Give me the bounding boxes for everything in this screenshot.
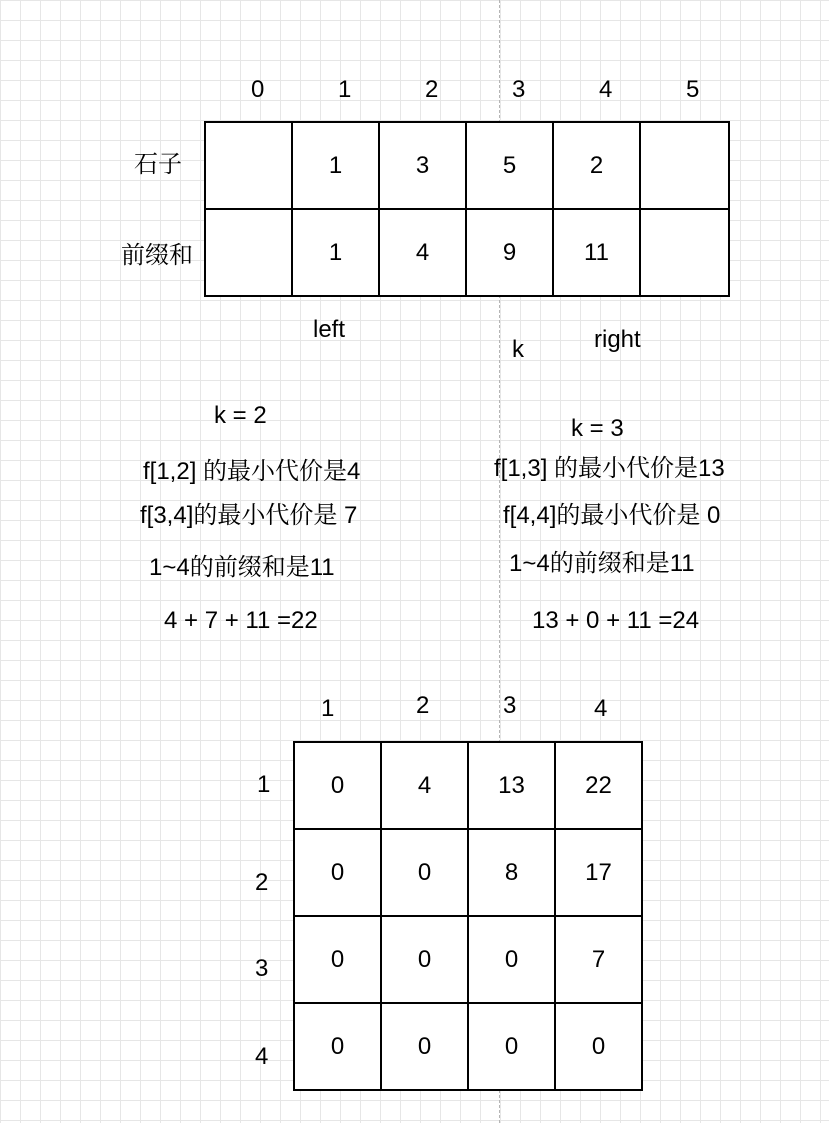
dp-col-header-2: 2 [416,692,430,719]
stone-cell [639,121,730,210]
prefix-cell [639,208,730,297]
left-k-value: k = 2 [214,402,267,429]
dp-col-header-3: 3 [503,692,517,719]
left-calc-line3: 1~4的前缀和是11 [149,554,335,581]
dp-cell: 0 [467,1002,556,1091]
dp-cell: 0 [467,915,556,1004]
prefix-cell: 11 [552,208,641,297]
dp-col-header-4: 4 [594,695,608,722]
right-calc-line1: f[1,3] 的最小代价是13 [494,455,725,482]
stone-cell: 3 [378,121,467,210]
left-calc-sum: 4 + 7 + 11 =22 [164,607,318,634]
dp-cell: 4 [380,741,469,830]
row-label-stones: 石子 [134,151,182,178]
dp-row-header-4: 4 [255,1043,269,1070]
dp-row-header-1: 1 [257,771,271,798]
top-col-header-3: 3 [512,76,526,103]
left-calc-line2: f[3,4]的最小代价是 7 [140,502,358,529]
dp-cell: 17 [554,828,643,917]
dp-cell: 0 [380,828,469,917]
top-col-header-4: 4 [599,76,613,103]
right-k-value: k = 3 [571,415,624,442]
dp-row-header-2: 2 [255,869,269,896]
row-label-prefix-sum: 前缀和 [121,242,193,269]
prefix-cell: 1 [291,208,380,297]
pointer-right: right [594,326,641,353]
stone-cell: 1 [291,121,380,210]
dp-cell: 0 [380,1002,469,1091]
right-calc-line3: 1~4的前缀和是11 [509,550,695,577]
prefix-cell: 9 [465,208,554,297]
dp-cell: 13 [467,741,556,830]
dp-row-header-3: 3 [255,955,269,982]
pointer-k: k [512,336,524,363]
dp-cell: 0 [293,741,382,830]
right-calc-line2: f[4,4]的最小代价是 0 [503,502,721,529]
dp-cell: 8 [467,828,556,917]
top-col-header-2: 2 [425,76,439,103]
dp-cell: 0 [293,915,382,1004]
top-col-header-0: 0 [251,76,265,103]
stone-cell: 5 [465,121,554,210]
stone-cell: 2 [552,121,641,210]
prefix-cell [204,208,293,297]
dp-cell: 0 [554,1002,643,1091]
dp-col-header-1: 1 [321,695,335,722]
prefix-cell: 4 [378,208,467,297]
dp-cell: 0 [380,915,469,1004]
top-col-header-1: 1 [338,76,352,103]
left-calc-line1: f[1,2] 的最小代价是4 [143,458,361,485]
dp-cell: 7 [554,915,643,1004]
top-col-header-5: 5 [686,76,700,103]
dp-cell: 0 [293,1002,382,1091]
dp-cell: 22 [554,741,643,830]
dp-cell: 0 [293,828,382,917]
stone-cell [204,121,293,210]
right-calc-sum: 13 + 0 + 11 =24 [532,607,700,634]
pointer-left: left [313,316,346,343]
